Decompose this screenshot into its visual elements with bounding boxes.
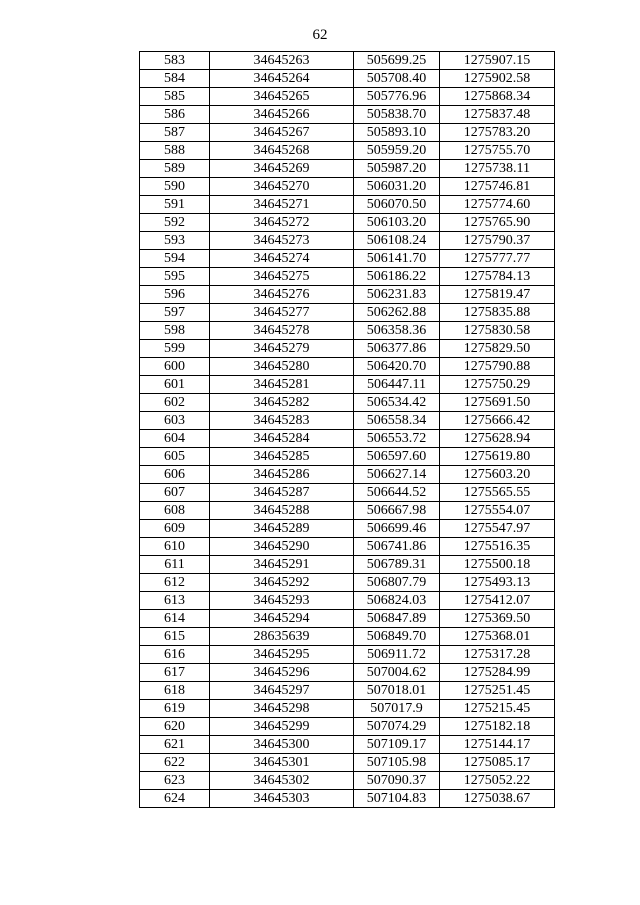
point-id-cell: 34645303 (210, 790, 354, 808)
x-coordinate-cell: 505959.20 (354, 142, 440, 160)
point-id-cell: 34645302 (210, 772, 354, 790)
point-id-cell: 34645277 (210, 304, 354, 322)
y-coordinate-cell: 1275691.50 (440, 394, 555, 412)
table-row (140, 106, 555, 124)
table-row (140, 304, 555, 322)
point-number-cell: 606 (140, 466, 210, 484)
point-number-cell: 603 (140, 412, 210, 430)
coordinates-table (139, 51, 555, 808)
point-number-cell: 585 (140, 88, 210, 106)
point-number-cell: 592 (140, 214, 210, 232)
table-row (140, 718, 555, 736)
y-coordinate-cell: 1275790.88 (440, 358, 555, 376)
point-id-cell: 34645281 (210, 376, 354, 394)
point-number-cell: 614 (140, 610, 210, 628)
point-id-cell: 28635639 (210, 628, 354, 646)
point-number-cell: 599 (140, 340, 210, 358)
point-id-cell: 34645292 (210, 574, 354, 592)
y-coordinate-cell: 1275182.18 (440, 718, 555, 736)
x-coordinate-cell: 505987.20 (354, 160, 440, 178)
table-row (140, 70, 555, 88)
point-id-cell: 34645280 (210, 358, 354, 376)
y-coordinate-cell: 1275554.07 (440, 502, 555, 520)
point-number-cell: 589 (140, 160, 210, 178)
table-row (140, 124, 555, 142)
x-coordinate-cell: 507105.98 (354, 754, 440, 772)
table-row (140, 52, 555, 70)
point-number-cell: 586 (140, 106, 210, 124)
x-coordinate-cell: 506108.24 (354, 232, 440, 250)
table-row (140, 610, 555, 628)
y-coordinate-cell: 1275603.20 (440, 466, 555, 484)
point-number-cell: 587 (140, 124, 210, 142)
point-id-cell: 34645273 (210, 232, 354, 250)
point-number-cell: 611 (140, 556, 210, 574)
x-coordinate-cell: 506911.72 (354, 646, 440, 664)
y-coordinate-cell: 1275493.13 (440, 574, 555, 592)
point-id-cell: 34645276 (210, 286, 354, 304)
point-number-cell: 612 (140, 574, 210, 592)
point-id-cell: 34645284 (210, 430, 354, 448)
y-coordinate-cell: 1275038.67 (440, 790, 555, 808)
point-id-cell: 34645286 (210, 466, 354, 484)
table-row (140, 268, 555, 286)
x-coordinate-cell: 506644.52 (354, 484, 440, 502)
point-number-cell: 621 (140, 736, 210, 754)
y-coordinate-cell: 1275412.07 (440, 592, 555, 610)
table-row (140, 232, 555, 250)
point-id-cell: 34645267 (210, 124, 354, 142)
table-row (140, 700, 555, 718)
x-coordinate-cell: 506699.46 (354, 520, 440, 538)
y-coordinate-cell: 1275215.45 (440, 700, 555, 718)
point-id-cell: 34645263 (210, 52, 354, 70)
table-row (140, 286, 555, 304)
point-number-cell: 610 (140, 538, 210, 556)
table-row (140, 502, 555, 520)
y-coordinate-cell: 1275666.42 (440, 412, 555, 430)
table-row (140, 556, 555, 574)
table-row (140, 142, 555, 160)
x-coordinate-cell: 506447.11 (354, 376, 440, 394)
y-coordinate-cell: 1275284.99 (440, 664, 555, 682)
y-coordinate-cell: 1275750.29 (440, 376, 555, 394)
x-coordinate-cell: 506849.70 (354, 628, 440, 646)
y-coordinate-cell: 1275774.60 (440, 196, 555, 214)
y-coordinate-cell: 1275516.35 (440, 538, 555, 556)
x-coordinate-cell: 507017.9 (354, 700, 440, 718)
point-number-cell: 600 (140, 358, 210, 376)
point-number-cell: 624 (140, 790, 210, 808)
point-id-cell: 34645274 (210, 250, 354, 268)
table-row (140, 88, 555, 106)
x-coordinate-cell: 507018.01 (354, 682, 440, 700)
x-coordinate-cell: 506597.60 (354, 448, 440, 466)
point-id-cell: 34645264 (210, 70, 354, 88)
x-coordinate-cell: 506377.86 (354, 340, 440, 358)
point-number-cell: 601 (140, 376, 210, 394)
table-row (140, 178, 555, 196)
point-number-cell: 607 (140, 484, 210, 502)
point-id-cell: 34645268 (210, 142, 354, 160)
y-coordinate-cell: 1275317.28 (440, 646, 555, 664)
table-row (140, 412, 555, 430)
x-coordinate-cell: 506031.20 (354, 178, 440, 196)
coordinates-table-body (140, 52, 555, 808)
point-id-cell: 34645294 (210, 610, 354, 628)
x-coordinate-cell: 506824.03 (354, 592, 440, 610)
x-coordinate-cell: 506141.70 (354, 250, 440, 268)
x-coordinate-cell: 506553.72 (354, 430, 440, 448)
table-row (140, 628, 555, 646)
point-id-cell: 34645279 (210, 340, 354, 358)
y-coordinate-cell: 1275835.88 (440, 304, 555, 322)
table-row (140, 448, 555, 466)
point-id-cell: 34645270 (210, 178, 354, 196)
point-number-cell: 593 (140, 232, 210, 250)
table-row (140, 358, 555, 376)
y-coordinate-cell: 1275784.13 (440, 268, 555, 286)
table-row (140, 790, 555, 808)
x-coordinate-cell: 506807.79 (354, 574, 440, 592)
table-row (140, 430, 555, 448)
x-coordinate-cell: 505699.25 (354, 52, 440, 70)
x-coordinate-cell: 506231.83 (354, 286, 440, 304)
y-coordinate-cell: 1275829.50 (440, 340, 555, 358)
point-id-cell: 34645265 (210, 88, 354, 106)
x-coordinate-cell: 506358.36 (354, 322, 440, 340)
y-coordinate-cell: 1275085.17 (440, 754, 555, 772)
x-coordinate-cell: 506070.50 (354, 196, 440, 214)
point-number-cell: 597 (140, 304, 210, 322)
y-coordinate-cell: 1275765.90 (440, 214, 555, 232)
table-row (140, 754, 555, 772)
table-row (140, 772, 555, 790)
y-coordinate-cell: 1275902.58 (440, 70, 555, 88)
table-row (140, 196, 555, 214)
y-coordinate-cell: 1275738.11 (440, 160, 555, 178)
table-row (140, 682, 555, 700)
point-id-cell: 34645271 (210, 196, 354, 214)
x-coordinate-cell: 506789.31 (354, 556, 440, 574)
x-coordinate-cell: 507074.29 (354, 718, 440, 736)
point-number-cell: 608 (140, 502, 210, 520)
y-coordinate-cell: 1275628.94 (440, 430, 555, 448)
y-coordinate-cell: 1275783.20 (440, 124, 555, 142)
point-number-cell: 622 (140, 754, 210, 772)
table-row (140, 466, 555, 484)
y-coordinate-cell: 1275819.47 (440, 286, 555, 304)
y-coordinate-cell: 1275251.45 (440, 682, 555, 700)
x-coordinate-cell: 507104.83 (354, 790, 440, 808)
point-id-cell: 34645298 (210, 700, 354, 718)
y-coordinate-cell: 1275369.50 (440, 610, 555, 628)
x-coordinate-cell: 505776.96 (354, 88, 440, 106)
point-number-cell: 602 (140, 394, 210, 412)
y-coordinate-cell: 1275144.17 (440, 736, 555, 754)
point-number-cell: 613 (140, 592, 210, 610)
table-row (140, 394, 555, 412)
table-row (140, 322, 555, 340)
x-coordinate-cell: 507090.37 (354, 772, 440, 790)
y-coordinate-cell: 1275837.48 (440, 106, 555, 124)
table-row (140, 646, 555, 664)
point-id-cell: 34645299 (210, 718, 354, 736)
y-coordinate-cell: 1275746.81 (440, 178, 555, 196)
table-row (140, 664, 555, 682)
y-coordinate-cell: 1275790.37 (440, 232, 555, 250)
table-row (140, 736, 555, 754)
point-number-cell: 596 (140, 286, 210, 304)
table-row (140, 376, 555, 394)
point-id-cell: 34645272 (210, 214, 354, 232)
point-number-cell: 620 (140, 718, 210, 736)
point-number-cell: 598 (140, 322, 210, 340)
point-id-cell: 34645295 (210, 646, 354, 664)
point-number-cell: 583 (140, 52, 210, 70)
x-coordinate-cell: 506667.98 (354, 502, 440, 520)
y-coordinate-cell: 1275368.01 (440, 628, 555, 646)
x-coordinate-cell: 506847.89 (354, 610, 440, 628)
point-id-cell: 34645291 (210, 556, 354, 574)
point-number-cell: 584 (140, 70, 210, 88)
y-coordinate-cell: 1275755.70 (440, 142, 555, 160)
point-id-cell: 34645266 (210, 106, 354, 124)
point-id-cell: 34645297 (210, 682, 354, 700)
point-id-cell: 34645285 (210, 448, 354, 466)
point-number-cell: 615 (140, 628, 210, 646)
y-coordinate-cell: 1275500.18 (440, 556, 555, 574)
y-coordinate-cell: 1275565.55 (440, 484, 555, 502)
point-id-cell: 34645301 (210, 754, 354, 772)
y-coordinate-cell: 1275619.80 (440, 448, 555, 466)
point-id-cell: 34645282 (210, 394, 354, 412)
point-number-cell: 623 (140, 772, 210, 790)
table-row (140, 520, 555, 538)
point-id-cell: 34645290 (210, 538, 354, 556)
x-coordinate-cell: 505708.40 (354, 70, 440, 88)
point-id-cell: 34645288 (210, 502, 354, 520)
x-coordinate-cell: 506741.86 (354, 538, 440, 556)
y-coordinate-cell: 1275907.15 (440, 52, 555, 70)
table-row (140, 592, 555, 610)
point-id-cell: 34645283 (210, 412, 354, 430)
point-id-cell: 34645275 (210, 268, 354, 286)
point-number-cell: 588 (140, 142, 210, 160)
x-coordinate-cell: 506186.22 (354, 268, 440, 286)
point-number-cell: 595 (140, 268, 210, 286)
x-coordinate-cell: 507109.17 (354, 736, 440, 754)
x-coordinate-cell: 506420.70 (354, 358, 440, 376)
table-row (140, 214, 555, 232)
table-row (140, 574, 555, 592)
table-row (140, 160, 555, 178)
point-number-cell: 617 (140, 664, 210, 682)
x-coordinate-cell: 507004.62 (354, 664, 440, 682)
x-coordinate-cell: 506558.34 (354, 412, 440, 430)
page-number: 62 (312, 27, 328, 43)
y-coordinate-cell: 1275547.97 (440, 520, 555, 538)
y-coordinate-cell: 1275052.22 (440, 772, 555, 790)
point-number-cell: 591 (140, 196, 210, 214)
point-number-cell: 609 (140, 520, 210, 538)
point-number-cell: 618 (140, 682, 210, 700)
y-coordinate-cell: 1275868.34 (440, 88, 555, 106)
x-coordinate-cell: 506103.20 (354, 214, 440, 232)
point-id-cell: 34645289 (210, 520, 354, 538)
point-number-cell: 604 (140, 430, 210, 448)
x-coordinate-cell: 505838.70 (354, 106, 440, 124)
point-id-cell: 34645293 (210, 592, 354, 610)
table-row (140, 538, 555, 556)
point-id-cell: 34645278 (210, 322, 354, 340)
point-number-cell: 605 (140, 448, 210, 466)
point-number-cell: 594 (140, 250, 210, 268)
table-row (140, 340, 555, 358)
x-coordinate-cell: 505893.10 (354, 124, 440, 142)
x-coordinate-cell: 506262.88 (354, 304, 440, 322)
point-id-cell: 34645296 (210, 664, 354, 682)
point-number-cell: 616 (140, 646, 210, 664)
table-row (140, 250, 555, 268)
table-row (140, 484, 555, 502)
point-id-cell: 34645300 (210, 736, 354, 754)
point-number-cell: 619 (140, 700, 210, 718)
point-id-cell: 34645287 (210, 484, 354, 502)
x-coordinate-cell: 506534.42 (354, 394, 440, 412)
x-coordinate-cell: 506627.14 (354, 466, 440, 484)
y-coordinate-cell: 1275777.77 (440, 250, 555, 268)
point-number-cell: 590 (140, 178, 210, 196)
y-coordinate-cell: 1275830.58 (440, 322, 555, 340)
point-id-cell: 34645269 (210, 160, 354, 178)
